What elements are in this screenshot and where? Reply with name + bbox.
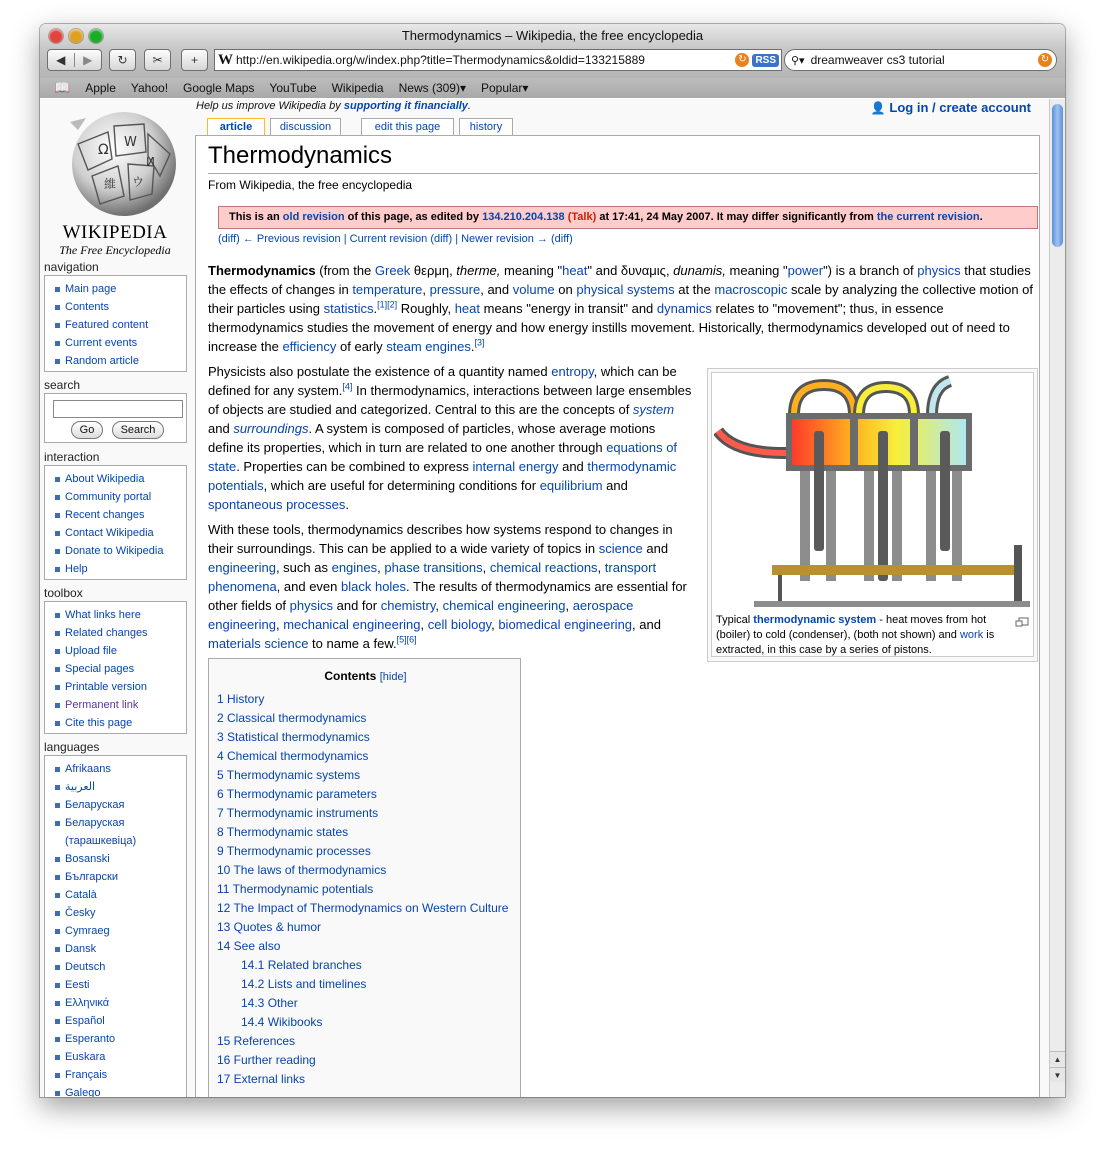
donation-text: Help us improve Wikipedia by — [196, 100, 344, 112]
thumbnail-caption — [716, 613, 1016, 658]
title-divider — [208, 173, 1038, 174]
caption-link-work[interactable]: work — [959, 629, 984, 641]
toolbox-link[interactable]: Special pages — [65, 663, 135, 675]
user-icon: 👤 — [870, 101, 886, 115]
close-window-button[interactable] — [49, 29, 63, 43]
rss-button[interactable]: RSS — [752, 54, 779, 67]
intro-paragraph: Thermodynamics (from the Greek θερμη, therme, meaning "heat" and δυναμις, dunamis, meaning "power") is a branch of physics that studies the effects of changes in temperature, pressure, and volume on physical systems at the macroscopic scale by analyzing the collective motion of their particles using statistics.[1][2] Roughly, heat means "energy in transit" and dynamics relates to "movement"; thus, in essence thermodynamics studies the movement of energy and how energy instills movement. Historically, thermodynamics developed out of need to increase the efficiency of early steam engines.[3] — [208, 263, 1034, 354]
language-item[interactable] — [51, 850, 186, 868]
language-item[interactable] — [51, 796, 186, 814]
caption-link-thermodynamic-system[interactable]: thermodynamic system — [753, 614, 877, 626]
nav-item-contents[interactable] — [51, 298, 186, 316]
scissors-icon: ✂ — [152, 53, 163, 67]
language-item[interactable] — [51, 886, 186, 904]
add-bookmark-button[interactable] — [181, 49, 208, 71]
toc-item[interactable]: 15 References — [217, 1034, 296, 1048]
caption-text: - heat moves from hot (boiler) to cold (condenser), (both not shown) and — [716, 614, 987, 641]
toc-item[interactable]: 3 Statistical thermodynamics — [217, 730, 370, 744]
toc-item[interactable]: 10 The laws of thermodynamics — [217, 863, 387, 877]
go-button[interactable]: Go — [71, 421, 103, 439]
search-icon: ⚲▾ — [791, 54, 805, 67]
donation-link[interactable]: supporting it financially — [343, 100, 468, 112]
notice-text: This is an — [229, 211, 283, 223]
language-item[interactable] — [51, 1066, 186, 1084]
plus-icon: + — [190, 53, 198, 67]
revision-navigation[interactable] — [218, 233, 573, 245]
toolbox-link[interactable]: Printable version — [65, 681, 147, 693]
language-link[interactable]: Euskara — [65, 1051, 106, 1063]
languages-heading: languages — [44, 740, 100, 754]
bookmark-youtube[interactable]: YouTube — [269, 81, 317, 95]
wiki-search-input[interactable] — [53, 400, 183, 418]
address-bar[interactable] — [214, 49, 782, 71]
bookmarks-bar — [40, 78, 1065, 98]
nav-link[interactable]: Featured content — [65, 319, 149, 331]
language-link[interactable]: Eesti — [65, 979, 90, 991]
current-revision-link[interactable]: the current revision — [876, 211, 980, 223]
caption-text: Typical — [716, 614, 754, 626]
toc-item[interactable]: 9 Thermodynamic processes — [217, 844, 371, 858]
back-forward-buttons[interactable] — [47, 49, 102, 71]
nav-item-current-events[interactable] — [51, 334, 186, 352]
language-link[interactable]: العربية — [65, 781, 96, 793]
search-button[interactable]: Search — [112, 421, 164, 439]
article-content — [195, 135, 1040, 1097]
toc-title — [209, 669, 522, 683]
revision-nav-links[interactable]: (diff) ← Previous revision | Current revision (diff) | Newer revision → (diff) — [218, 233, 573, 245]
navigation-portlet — [44, 275, 187, 372]
language-link[interactable]: Esperanto — [65, 1033, 116, 1045]
interaction-item[interactable] — [51, 560, 186, 578]
tab-history[interactable]: history — [459, 118, 513, 135]
toolbox-link[interactable]: Cite this page — [65, 717, 133, 729]
navigation-heading: navigation — [44, 260, 99, 274]
toc-item[interactable]: 2 Classical thermodynamics — [217, 711, 367, 725]
toc-item[interactable]: 4 Chemical thermodynamics — [217, 749, 369, 763]
paragraph-2: Physicists also postulate the existence of a quantity named entropy, which can be defined for any system.[4] In thermodynamics, interactions between large ensembles of objects are studied and categorized. Central to this are the concepts of system and surroundings. A system is composed of particles, whose average motions define its properties, which in turn are related to one another through equations of state. Properties can be combined to express internal energy and thermodynamic potentials, which are useful for determining conditions for equilibrium and spontaneous processes. — [208, 364, 692, 512]
toolbox-link[interactable]: Related changes — [65, 627, 148, 639]
toolbox-item[interactable] — [51, 696, 186, 714]
web-page — [40, 99, 1049, 1097]
interaction-item[interactable] — [51, 488, 186, 506]
interaction-link[interactable]: Help — [65, 563, 88, 575]
login-label[interactable]: Log in / create account — [889, 100, 1031, 115]
zoom-window-button[interactable] — [89, 29, 103, 43]
language-item[interactable] — [51, 760, 186, 778]
nav-item-random-article[interactable] — [51, 352, 186, 370]
interaction-item[interactable] — [51, 506, 186, 524]
language-link[interactable]: Dansk — [65, 943, 97, 955]
interaction-heading: interaction — [44, 450, 100, 464]
search-clear-icon[interactable]: ↻ — [1038, 53, 1052, 67]
book-icon[interactable]: 📖 — [54, 80, 71, 95]
language-link[interactable]: Bosanski — [65, 853, 110, 865]
language-link[interactable]: Galego — [65, 1087, 101, 1097]
language-link[interactable]: Ελληνικά — [65, 997, 110, 1009]
language-link[interactable]: Deutsch — [65, 961, 106, 973]
interaction-link[interactable]: About Wikipedia — [65, 473, 145, 485]
interaction-link[interactable]: Donate to Wikipedia — [65, 545, 164, 557]
nav-item-featured-content[interactable] — [51, 316, 186, 334]
language-item[interactable] — [51, 940, 186, 958]
toc-item[interactable]: 16 Further reading — [217, 1053, 316, 1067]
scrollbar-thumb[interactable] — [1052, 104, 1063, 247]
toc-hide-link[interactable]: [hide] — [379, 671, 407, 683]
table-of-contents — [208, 658, 521, 1097]
language-item[interactable] — [51, 922, 186, 940]
toolbox-item[interactable] — [51, 714, 186, 732]
window-title: Thermodynamics – Wikipedia, the free encyclopedia — [401, 28, 704, 43]
nav-link[interactable]: Main page — [65, 283, 117, 295]
language-item[interactable] — [51, 868, 186, 886]
svg-text:W: W — [124, 135, 137, 150]
caption-text: is extracted, in this case by a series of pistons. — [716, 629, 995, 656]
nav-item-main-page[interactable] — [51, 280, 186, 298]
toolbox-item[interactable] — [51, 678, 186, 696]
scroll-up-arrow-icon[interactable]: ▲ — [1050, 1051, 1065, 1066]
language-link[interactable]: Česky — [65, 907, 96, 919]
toc-subitem[interactable]: 14.2 Lists and timelines — [241, 977, 367, 991]
language-link[interactable]: Беларуская (тарашкевіца) — [65, 817, 137, 847]
thumbnail-figure — [707, 368, 1038, 662]
language-link[interactable]: Беларуская — [65, 799, 125, 811]
bookmark-apple[interactable]: Apple — [85, 81, 116, 95]
tab-article[interactable]: article — [207, 118, 265, 135]
toc-item[interactable]: 12 The Impact of Thermodynamics on Western Culture — [217, 901, 509, 915]
toc-item[interactable]: 7 Thermodynamic instruments — [217, 806, 379, 820]
bookmark-popular[interactable]: Popular▾ — [481, 81, 529, 95]
language-item[interactable] — [51, 1030, 186, 1048]
nav-link[interactable]: Random article — [65, 355, 139, 367]
toolbox-heading: toolbox — [44, 586, 83, 600]
vertical-scrollbar[interactable] — [1049, 99, 1065, 1097]
interaction-link[interactable]: Community portal — [65, 491, 152, 503]
toc-item[interactable]: 1 History — [217, 692, 265, 706]
toc-item[interactable]: 6 Thermodynamic parameters — [217, 787, 377, 801]
toc-heading: Contents — [324, 669, 377, 683]
language-link[interactable]: Español — [65, 1015, 105, 1027]
web-search-field[interactable] — [784, 49, 1057, 71]
search-heading: search — [44, 378, 81, 392]
language-item[interactable] — [51, 1012, 186, 1030]
toolbox-link[interactable]: Upload file — [65, 645, 117, 657]
toc-item[interactable]: 17 External links — [217, 1072, 306, 1086]
toolbox-portlet — [44, 601, 187, 734]
svg-text:ウ: ウ — [132, 175, 145, 189]
toolbox-link[interactable]: Permanent link — [65, 699, 139, 711]
search-field-value[interactable]: dreamweaver cs3 tutorial — [810, 53, 945, 67]
login-link[interactable] — [871, 100, 1031, 115]
browser-window — [40, 24, 1065, 1097]
language-link[interactable]: Cymraeg — [65, 925, 110, 937]
reload-button[interactable] — [109, 49, 136, 71]
language-link[interactable]: Français — [65, 1069, 108, 1081]
notice-text: of this page, as edited by — [344, 211, 483, 223]
svg-text:維: 維 — [104, 177, 117, 191]
toolbox-item[interactable] — [51, 642, 186, 660]
minimize-window-button[interactable] — [69, 29, 83, 43]
interaction-link[interactable]: Contact Wikipedia — [65, 527, 154, 539]
nav-link[interactable]: Current events — [65, 337, 138, 349]
language-item[interactable] — [51, 814, 169, 850]
search-portlet — [44, 393, 187, 443]
paragraph-3: With these tools, thermodynamics describes how systems respond to changes in their surroundings. This can be applied to a wide variety of topics in science and engineering, such as engines, phase transitions, chemical reactions, transport phenomena, and even black holes. The results of thermodynamics are essential for other fields of physics and for chemistry, chemical engineering, aerospace engineering, mechanical engineering, cell biology, biomedical engineering, and materials science to name a few.[5][6] — [208, 522, 687, 651]
scroll-down-arrow-icon[interactable]: ▼ — [1050, 1067, 1065, 1082]
tab-discussion[interactable]: discussion — [270, 118, 341, 135]
toc-item[interactable]: 13 Quotes & humor — [217, 920, 322, 934]
snippet-button[interactable] — [144, 49, 171, 71]
interaction-portlet — [44, 465, 187, 580]
interaction-item[interactable] — [51, 470, 186, 488]
language-item[interactable] — [51, 976, 186, 994]
interaction-link[interactable]: Recent changes — [65, 509, 145, 521]
language-item[interactable] — [51, 904, 186, 922]
url-text[interactable]: http://en.wikipedia.org/w/index.php?title=Thermodynamics&oldid=133215889 — [236, 53, 645, 67]
toc-item[interactable]: 5 Thermodynamic systems — [217, 768, 361, 782]
wikipedia-favicon: W — [218, 51, 233, 68]
toc-subitem[interactable]: 14.4 Wikibooks — [241, 1015, 323, 1029]
svg-text:И: И — [146, 155, 155, 169]
bookmark-yahoo[interactable]: Yahoo! — [130, 81, 169, 95]
donation-text-end: . — [467, 100, 471, 112]
toolbox-link[interactable]: What links here — [65, 609, 141, 621]
toc-item[interactable]: 14 See also — [217, 939, 281, 953]
page-title: Thermodynamics — [208, 142, 393, 169]
bookmark-google-maps[interactable]: Google Maps — [183, 81, 255, 95]
reload-icon: ↻ — [117, 53, 128, 67]
interaction-item[interactable] — [51, 542, 186, 560]
toolbox-item[interactable] — [51, 624, 186, 642]
editor-ip-link[interactable]: 134.210.204.138 — [482, 211, 565, 223]
tab-edit[interactable]: edit this page — [361, 118, 454, 135]
old-revision-notice — [218, 206, 1038, 229]
language-link[interactable]: Català — [65, 889, 97, 901]
toc-item[interactable]: 8 Thermodynamic states — [217, 825, 349, 839]
toc-subitem[interactable]: 14.3 Other — [241, 996, 298, 1010]
notice-text: at 17:41, 24 May 2007. It may differ significantly from — [596, 211, 877, 223]
toc-item[interactable]: 11 Thermodynamic potentials — [217, 882, 374, 896]
steam-engine-image[interactable] — [714, 375, 1032, 609]
notice-text: . — [979, 211, 983, 223]
bookmark-wikipedia[interactable]: Wikipedia — [331, 81, 384, 95]
language-item[interactable] — [51, 778, 186, 796]
url-reload-icon[interactable]: ↻ — [735, 53, 749, 67]
toolbox-item[interactable] — [51, 660, 186, 678]
site-subtitle: From Wikipedia, the free encyclopedia — [208, 178, 413, 192]
bookmark-news[interactable]: News (309)▾ — [398, 81, 466, 95]
toolbox-item[interactable] — [51, 606, 186, 624]
donation-notice — [196, 100, 471, 112]
old-revision-link[interactable]: old revision — [282, 211, 345, 223]
talk-link[interactable]: (Talk) — [567, 211, 597, 223]
languages-portlet — [44, 755, 187, 1097]
language-item[interactable] — [51, 1048, 186, 1066]
wikipedia-logo[interactable] — [48, 104, 183, 259]
language-item[interactable] — [51, 958, 186, 976]
logo-tagline: The Free Encyclopedia — [59, 243, 171, 257]
forward-arrow-icon[interactable]: ▶ — [83, 53, 93, 67]
interaction-item[interactable] — [51, 524, 186, 542]
title-bar — [40, 24, 1065, 48]
puzzle-globe-icon — [48, 104, 183, 259]
language-item[interactable] — [51, 1084, 186, 1097]
logo-wordmark: Wikipedia — [62, 222, 168, 243]
nav-link[interactable]: Contents — [65, 301, 110, 313]
language-link[interactable]: Afrikaans — [65, 763, 111, 775]
thumbnail-frame — [711, 372, 1034, 657]
toc-subitem[interactable]: 14.1 Related branches — [241, 958, 362, 972]
language-item[interactable] — [51, 994, 186, 1012]
back-arrow-icon[interactable]: ◀ — [48, 53, 75, 67]
svg-text:Ω: Ω — [98, 142, 109, 158]
language-link[interactable]: Български — [65, 871, 118, 883]
